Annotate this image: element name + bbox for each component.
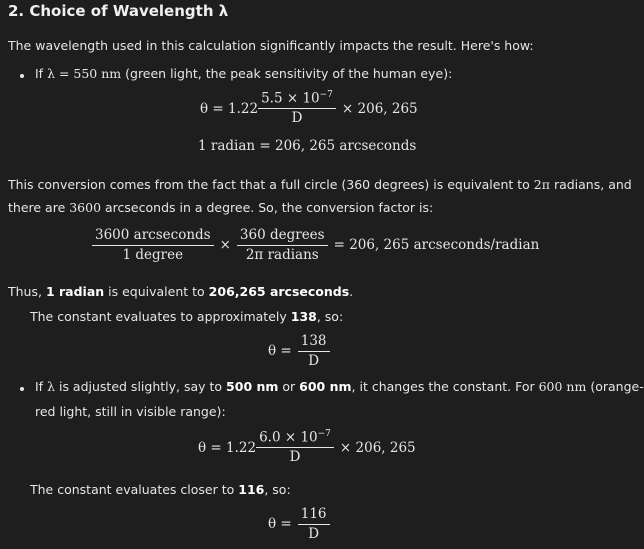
fraction-degrees-radians: $\frac{\text{360 degrees}}{\text{2π radians}}$ [237,227,328,264]
equation-theta-600: θ = 1.22 $\frac{6.0 \times 10^{-7}}{D}$ × 206, 265 [198,429,416,466]
fraction-600: $\frac{6.0 \times 10^{-7}}{D}$ [256,429,334,466]
fraction-138: $\frac{138}{D}$ [298,333,330,370]
lambda-550-math: λ = 550 nm [47,66,122,81]
equation-conversion-factor: $\frac{\text{3600 arcseconds}}{\text{1 degree}}$ × $\frac{\text{360 degrees}}{\text{2π radians}}$ = 206, 265 arcseconds/radian [92,227,539,264]
equation-theta-116: θ = $\frac{116}{D}$ [268,506,330,543]
thus-text: Thus, 1 radian is equivalent to 206,265 arcseconds. [8,284,354,299]
equation-radian: 1 radian = 206, 265 arcseconds [198,138,417,154]
bullet-marker [20,74,24,78]
bullet-wavelength-adjust: If λ is adjusted slightly, say to 500 nm or 600 nm, it changes the constant. For 600 nm (orange- [35,379,644,394]
conversion-line-2: there are 3600 arcseconds in a degree. So, the conversion factor is: [8,200,434,215]
equation-theta-550: θ = 1.22 $\frac{5.5 \times 10^{-7}}{D}$ × 206, 265 [200,90,418,127]
conversion-line-1: This conversion comes from the fact that a full circle (360 degrees) is equivalent to 2π radians, and [8,177,632,192]
constant-116-text: The constant evaluates closer to 116, so: [30,482,291,497]
bullet-marker [20,387,24,391]
bullet-550nm: If λ = 550 nm (green light, the peak sensitivity of the human eye): [35,66,453,81]
section-heading: 2. Choice of Wavelength λ [8,2,229,20]
equation-theta-138: θ = $\frac{138}{D}$ [268,333,330,370]
constant-138-text: The constant evaluates to approximately 138, so: [30,309,344,324]
fraction-550: $\frac{5.5 \times 10^{-7}}{D}$ [258,90,336,127]
fraction-116: $\frac{116}{D}$ [298,506,330,543]
bullet-wavelength-adjust-line2: red light, still in visible range): [35,404,226,419]
intro-text: The wavelength used in this calculation significantly impacts the result. Here's how: [8,38,534,53]
fraction-arcsec-degree: $\frac{\text{3600 arcseconds}}{\text{1 degree}}$ [92,227,214,264]
